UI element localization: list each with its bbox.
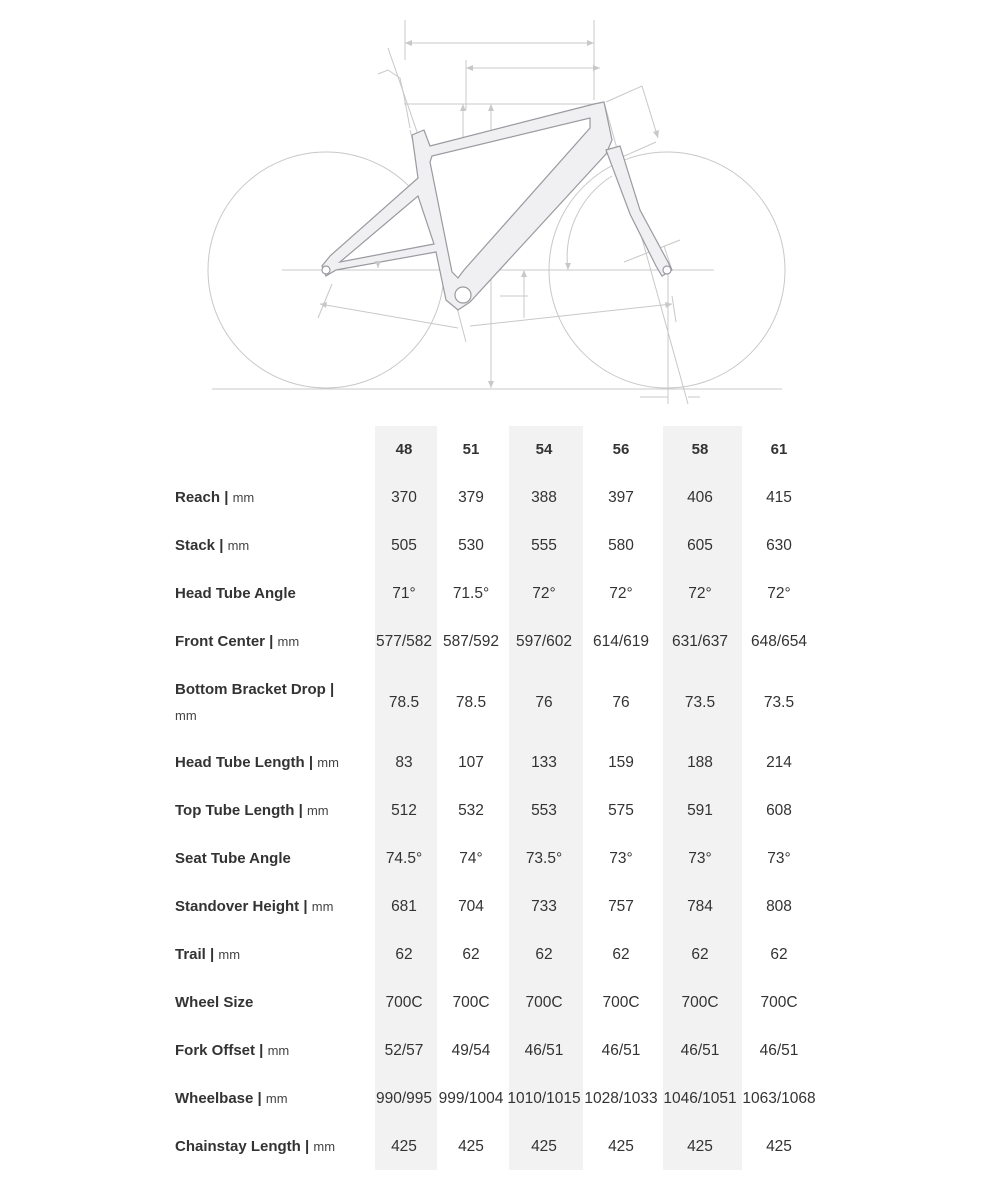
table-cell: 72° [767, 585, 791, 602]
bottom-bracket [455, 287, 471, 303]
row-label-separator: | [300, 1138, 314, 1155]
row-label-name: Head Tube Length [175, 754, 305, 771]
row-label-unit: mm [227, 538, 250, 553]
row-label-unit: mm [232, 490, 255, 505]
table-cell: 532 [458, 802, 484, 819]
row-label-unit: mm [311, 899, 334, 914]
table-cell: 72° [609, 585, 633, 602]
table-cell: 425 [531, 1138, 557, 1155]
row-label-separator: | [325, 680, 335, 698]
row-label-separator: | [294, 802, 307, 819]
table-cell: 214 [766, 754, 792, 771]
table-cell: 425 [391, 1138, 417, 1155]
table-cell: 379 [458, 489, 484, 506]
size-header-4: 58 [691, 441, 709, 458]
table-cell: 1063/1068 [742, 1090, 816, 1107]
row-label-separator: | [205, 946, 219, 963]
table-cell: 71.5° [452, 585, 490, 602]
table-cell: 73.5 [763, 693, 795, 711]
row-label-unit: mm [265, 1091, 288, 1106]
table-cell: 700C [525, 994, 563, 1011]
bike-geometry-diagram [0, 0, 990, 410]
row-label-name: Seat Tube Angle [175, 850, 291, 867]
size-header-3: 56 [612, 441, 630, 458]
table-cell: 1010/1015 [507, 1090, 581, 1107]
row-label-name: Bottom Bracket Drop [175, 680, 326, 698]
table-cell: 1028/1033 [584, 1090, 658, 1107]
table-cell: 76 [612, 693, 630, 711]
table-cell: 49/54 [451, 1042, 491, 1059]
table-cell: 505 [391, 537, 417, 554]
front-axle [663, 266, 671, 274]
table-cell: 733 [531, 898, 557, 915]
table-cell: 62 [691, 946, 709, 963]
table-cell: 46/51 [759, 1042, 799, 1059]
table-cell: 605 [687, 537, 713, 554]
row-label-unit: mm [218, 947, 241, 962]
table-cell: 62 [395, 946, 413, 963]
table-cell: 72° [532, 585, 556, 602]
row-label-name: Chainstay Length [175, 1138, 301, 1155]
row-label-name: Wheel Size [175, 994, 254, 1011]
row-label-name: Front Center [175, 633, 265, 650]
table-cell: 425 [608, 1138, 634, 1155]
row-label-separator: | [253, 1090, 266, 1107]
table-cell: 700C [681, 994, 719, 1011]
table-cell: 577/582 [375, 633, 433, 650]
row-label [175, 979, 355, 1027]
table-cell: 62 [770, 946, 788, 963]
table-cell: 73° [609, 850, 633, 867]
table-cell: 784 [687, 898, 713, 915]
row-label [175, 1027, 355, 1075]
row-label-separator: | [220, 489, 233, 506]
row-label-separator: | [255, 1042, 268, 1059]
table-cell: 681 [391, 898, 417, 915]
table-cell: 72° [688, 585, 712, 602]
table-cell: 74° [459, 850, 483, 867]
table-cell: 107 [458, 754, 484, 771]
row-label [175, 883, 355, 931]
table-cell: 52/57 [384, 1042, 424, 1059]
row-label-unit: mm [306, 803, 329, 818]
table-cell: 757 [608, 898, 634, 915]
row-label-unit: mm [313, 1139, 336, 1154]
table-cell: 133 [531, 754, 557, 771]
rear-axle [322, 266, 330, 274]
row-label [175, 474, 355, 522]
row-label [175, 739, 355, 787]
table-cell: 425 [766, 1138, 792, 1155]
table-cell: 808 [766, 898, 792, 915]
table-cell: 78.5 [388, 693, 420, 711]
row-label-name: Reach [175, 489, 221, 506]
table-cell: 415 [766, 489, 792, 506]
row-label [175, 522, 355, 570]
row-label-name: Head Tube Angle [175, 585, 296, 602]
table-cell: 62 [462, 946, 480, 963]
row-label [175, 666, 355, 739]
table-cell: 587/592 [442, 633, 500, 650]
table-cell: 555 [531, 537, 557, 554]
table-cell: 425 [687, 1138, 713, 1155]
table-cell: 512 [391, 802, 417, 819]
row-label-separator: | [299, 898, 312, 915]
table-cell: 575 [608, 802, 634, 819]
table-cell: 530 [458, 537, 484, 554]
row-label [175, 1075, 355, 1123]
table-cell: 553 [531, 802, 557, 819]
row-label-unit: mm [267, 1043, 290, 1058]
row-label-unit: mm [175, 707, 197, 723]
table-cell: 700C [452, 994, 490, 1011]
row-label-unit: mm [277, 634, 300, 649]
row-label [175, 1123, 355, 1171]
table-cell: 425 [458, 1138, 484, 1155]
row-label-separator: | [265, 633, 278, 650]
table-cell: 62 [612, 946, 630, 963]
row-label-separator: | [215, 537, 228, 554]
table-cell: 1046/1051 [663, 1090, 737, 1107]
table-cell: 73.5 [684, 693, 716, 711]
table-cell: 73.5° [525, 850, 563, 867]
table-cell: 73° [767, 850, 791, 867]
row-label-name: Trail [175, 946, 206, 963]
row-label [175, 835, 355, 883]
table-cell: 704 [458, 898, 484, 915]
row-label-name: Standover Height [175, 898, 300, 915]
table-cell: 608 [766, 802, 792, 819]
table-cell: 370 [391, 489, 417, 506]
size-header-2: 54 [535, 441, 553, 458]
table-cell: 999/1004 [438, 1090, 504, 1107]
table-cell: 406 [687, 489, 713, 506]
table-cell: 71° [392, 585, 416, 602]
table-cell: 631/637 [671, 633, 729, 650]
row-label-separator: | [304, 754, 318, 771]
row-label [175, 787, 355, 835]
table-cell: 73° [688, 850, 712, 867]
row-label-name: Wheelbase [175, 1090, 254, 1107]
table-cell: 700C [760, 994, 798, 1011]
table-cell: 388 [531, 489, 557, 506]
row-label-name: Top Tube Length [175, 802, 295, 819]
table-cell: 580 [608, 537, 634, 554]
row-label [175, 931, 355, 979]
table-cell: 46/51 [524, 1042, 564, 1059]
table-cell: 614/619 [592, 633, 650, 650]
table-cell: 591 [687, 802, 713, 819]
table-cell: 700C [385, 994, 423, 1011]
row-label-unit: mm [317, 755, 339, 770]
row-label-name: Stack [175, 537, 216, 554]
size-header-0: 48 [395, 441, 413, 458]
size-header-1: 51 [462, 441, 480, 458]
table-cell: 397 [608, 489, 634, 506]
table-cell: 62 [535, 946, 553, 963]
table-cell: 159 [608, 754, 634, 771]
table-cell: 83 [395, 754, 413, 771]
table-cell: 74.5° [385, 850, 423, 867]
table-cell: 46/51 [601, 1042, 641, 1059]
row-label [175, 570, 355, 618]
table-cell: 597/602 [515, 633, 573, 650]
table-cell: 188 [687, 754, 713, 771]
table-cell: 990/995 [375, 1090, 433, 1107]
table-cell: 700C [602, 994, 640, 1011]
row-label-name: Fork Offset [175, 1042, 256, 1059]
row-label [175, 618, 355, 666]
table-cell: 648/654 [750, 633, 808, 650]
table-cell: 76 [535, 693, 553, 711]
table-cell: 46/51 [680, 1042, 720, 1059]
table-cell: 78.5 [455, 693, 487, 711]
table-cell: 630 [766, 537, 792, 554]
size-header-5: 61 [770, 441, 788, 458]
